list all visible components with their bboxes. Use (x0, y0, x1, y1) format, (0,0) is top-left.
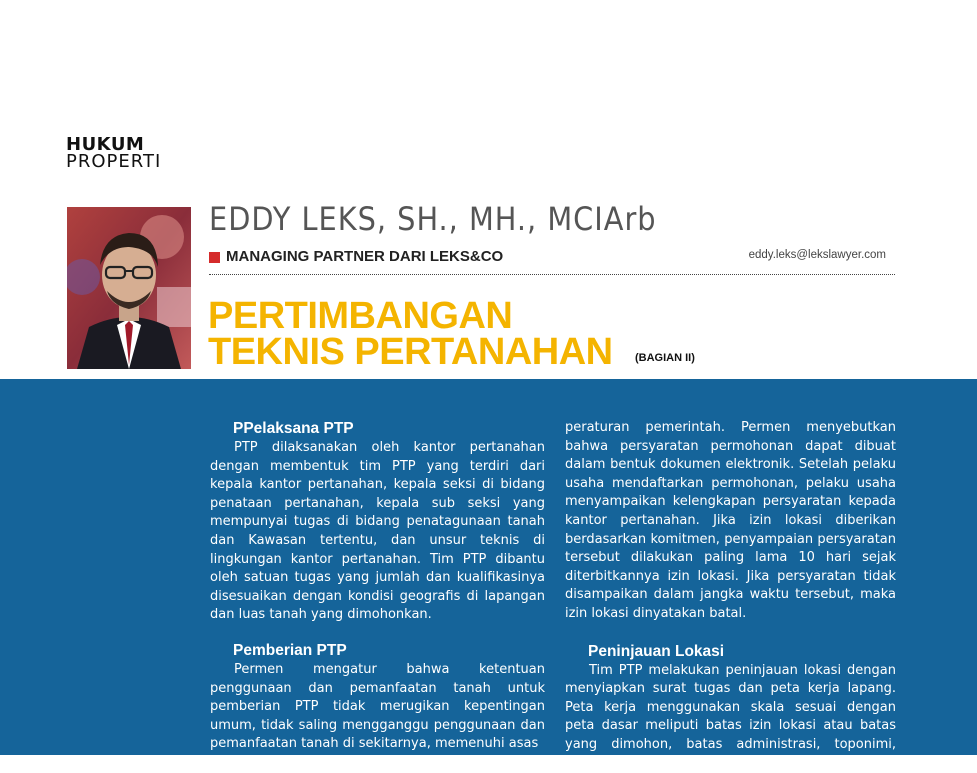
headline-line-1: PERTIMBANGAN (208, 295, 513, 337)
author-portrait-image (67, 207, 191, 369)
section-heading: Peninjauan Lokasi (588, 642, 725, 660)
section-heading: Pemberian PTP (233, 641, 347, 659)
section-rubric (66, 136, 161, 171)
author-photo (67, 207, 191, 369)
article-column-left (210, 419, 545, 754)
paragraph: PTP dilaksanakan oleh kantor pertanahan dengan membentuk tim PTP yang terdiri dari kepala kantor pertanahan, kepala seksi di bidang penataan pertanahan, kepala sub seksi yang mempunyai tugas di bidang penatagunaan tanah dan Kawasan tertentu, dan unsur teknis di lingkungan kantor pertanahan. Tim PTP dibantu oleh satuan tugas yang jumlah dan kualifikasinya disesuaikan dengan kondisi geografis di lapangan dan luas tanah yang dimohonkan. (210, 440, 545, 623)
rubric-line-1: HUKUM (66, 134, 145, 155)
author-role-row (209, 248, 895, 275)
article-column-right (565, 419, 896, 773)
article-headline (208, 295, 613, 373)
headline-line-2: TEKNIS PERTANAHAN (208, 331, 613, 373)
paragraph: peraturan pemerintah. Permen menyebutkan bahwa persyaratan permohonan dapat dibuat dalam bentuk dokumen elektronik. Setelah pelaku usaha mendaftarkan permohonan, pelaku usaha menyampaikan kelengkapan persyaratan kepada kantor pertanahan. Jika izin lokasi diberikan berdasarkan komitmen, penyampaian persyaratan tersebut dilakukan paling lama 10 hari sejak diterbitkannya izin lokasi. Jika persyaratan tidak disampaikan dalam jangka waktu tersebut, maka izin lokasi dinyatakan batal. (565, 420, 896, 621)
section-heading: PPelaksana PTP (233, 420, 354, 437)
red-square-marker (209, 252, 220, 263)
author-name: EDDY LEKS, SH., MH., MCIArb (209, 200, 657, 238)
author-role: MANAGING PARTNER DARI LEKS&CO (226, 248, 504, 265)
paragraph: Tim PTP melakukan peninjauan lokasi dengan menyiapkan surat tugas dan peta kerja lapang. Peta kerja menggunakan skala sesuai dengan peta dasar meliputi batas izin lokasi atau batas yang dimohon, batas administrasi, toponimi, status (565, 662, 896, 771)
rubric-line-2: PROPERTI (66, 151, 162, 172)
paragraph: Permen mengatur bahwa ketentuan penggunaan dan pemanfaatan tanah untuk pemberian PTP tidak merugikan kepentingan umum, tidak saling mengganggu penggunaan dan pemanfaatan tanah di sekitarnya, memenuhi asas (210, 661, 545, 752)
author-email[interactable]: eddy.leks@lekslawyer.com (748, 249, 886, 261)
article-part-label: (BAGIAN II) (635, 352, 695, 364)
